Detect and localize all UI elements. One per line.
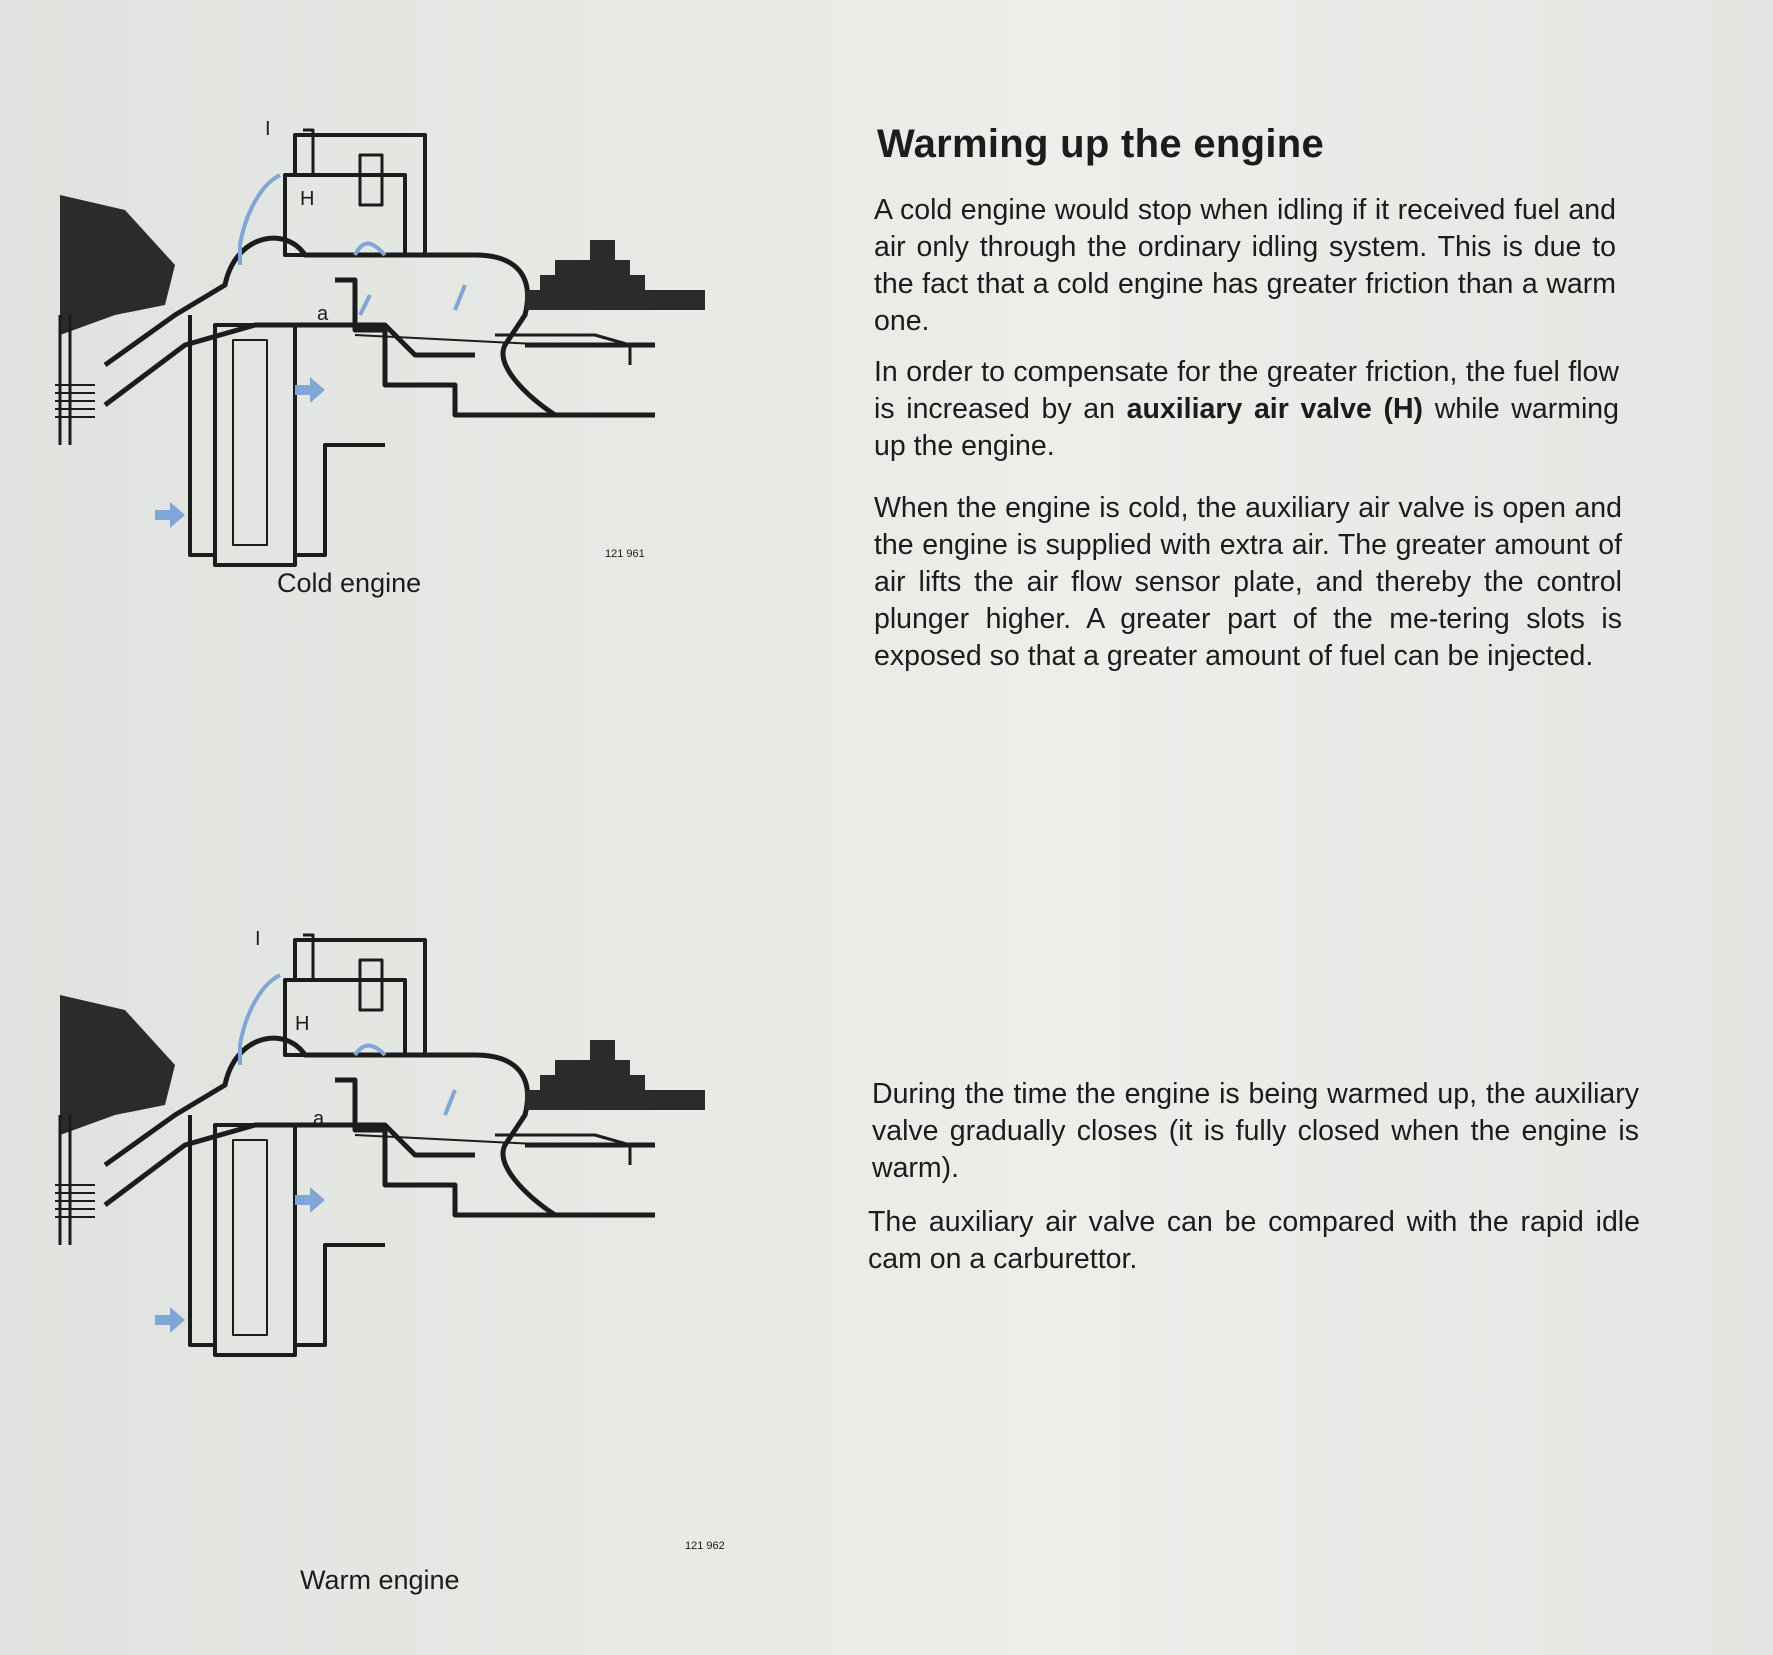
figure-caption-cold: Cold engine <box>277 568 422 598</box>
section-heading: Warming up the engine <box>877 122 1325 166</box>
engine-block <box>60 995 175 1135</box>
air-flow-sensor <box>215 325 295 565</box>
airflow-arrow <box>155 502 185 528</box>
diagram-label-h: H <box>300 188 315 210</box>
diagram-label-i: I <box>255 928 261 950</box>
airflow-arrow <box>295 377 325 403</box>
auxiliary-air-valve-term: auxiliary air valve (H) <box>1126 393 1424 425</box>
airflow-arrow <box>155 1307 185 1333</box>
paragraph-text: while warming up the engine. <box>874 393 1620 462</box>
valve-stem <box>60 1115 70 1245</box>
airflow-arrow <box>360 295 370 315</box>
airflow-arrow <box>295 1187 325 1213</box>
paragraph-cold-engine-friction: A cold engine would stop when idling if it received fuel and air only through the ordinary idling system. This is due to the fact that a cold engine has greater friction than a warm one. <box>874 194 1616 337</box>
engine-block <box>60 195 175 335</box>
diagram-label-i: I <box>265 118 271 140</box>
paragraph-text: In order to compensate for the greater friction, the fuel flow is increased by an <box>874 356 1619 425</box>
diagram-label-a: a <box>313 1108 325 1130</box>
airflow-arrow <box>240 975 280 1065</box>
airflow-arrow <box>445 1090 455 1115</box>
paragraph-auxiliary-air-valve <box>874 354 1619 465</box>
airflow-arrow <box>240 175 280 265</box>
paragraph-valve-closes: During the time the engine is being warmed up, the auxiliary valve gradually closes (it is fully closed when the engine is warm). <box>872 1078 1639 1184</box>
diagram-label-a: a <box>317 303 329 325</box>
warm-engine-diagram <box>55 925 735 1375</box>
valve-stem <box>60 315 70 445</box>
figure-number-cold: 121 961 <box>605 548 645 560</box>
auxiliary-air-valve <box>285 175 405 255</box>
figure-caption-warm: Warm engine <box>300 1565 460 1595</box>
figure-number-warm: 121 962 <box>685 1540 725 1552</box>
paragraph-extra-air: When the engine is cold, the auxiliary air valve is open and the engine is supplied with extra air. The greater amount of air lifts the air flow sensor plate, and thereby the control plunger higher. A greater part of the me-tering slots is exposed so that a greater amount of fuel can be injected. <box>874 492 1622 672</box>
air-flow-sensor <box>215 1125 295 1355</box>
paragraph-rapid-idle-cam: The auxiliary air valve can be compared with the rapid idle cam on a carburettor. <box>868 1206 1640 1275</box>
airflow-arrow <box>455 285 465 310</box>
diagram-label-h: H <box>295 1013 310 1035</box>
